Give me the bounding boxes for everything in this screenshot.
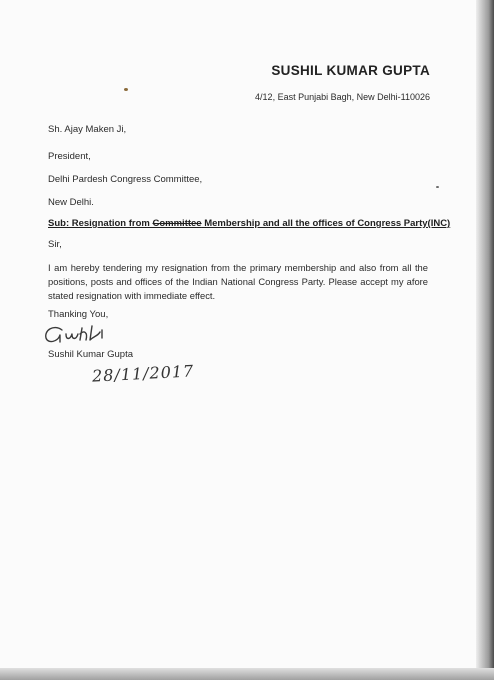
page-bottom-shadow [0, 668, 494, 680]
body-paragraph: I am hereby tendering my resignation from the primary membership and also from all the positions, posts and offices of the Indian National Congress Party. Please accept my afore stated resignation with immediate effect. [48, 262, 428, 301]
closing-line: Thanking You, [48, 309, 109, 320]
sender-address: 4/12, East Punjabi Bagh, New Delhi-110026 [255, 92, 430, 102]
subject-struck-word: Committee [152, 218, 202, 229]
recipient-line-4: New Delhi. [48, 197, 94, 208]
subject-prefix: Sub: Resignation from [48, 218, 153, 229]
ink-speck [436, 186, 439, 188]
subject-suffix: Membership and all the offices of Congress Party(INC) [201, 218, 451, 229]
signatory-name: Sushil Kumar Gupta [48, 349, 134, 360]
recipient-line-3: Delhi Pardesh Congress Committee, [48, 174, 203, 185]
ink-speck [124, 88, 128, 91]
recipient-line-2: President, [48, 151, 91, 162]
handwritten-signature [40, 318, 140, 348]
recipient-line-1: Sh. Ajay Maken Ji, [48, 124, 127, 135]
salutation: Sir, [48, 239, 62, 250]
sender-name: SUSHIL KUMAR GUPTA [271, 63, 430, 78]
subject-line [48, 218, 450, 229]
handwritten-date: 28/11/2017 [91, 361, 195, 386]
page-edge-shadow [476, 0, 494, 680]
